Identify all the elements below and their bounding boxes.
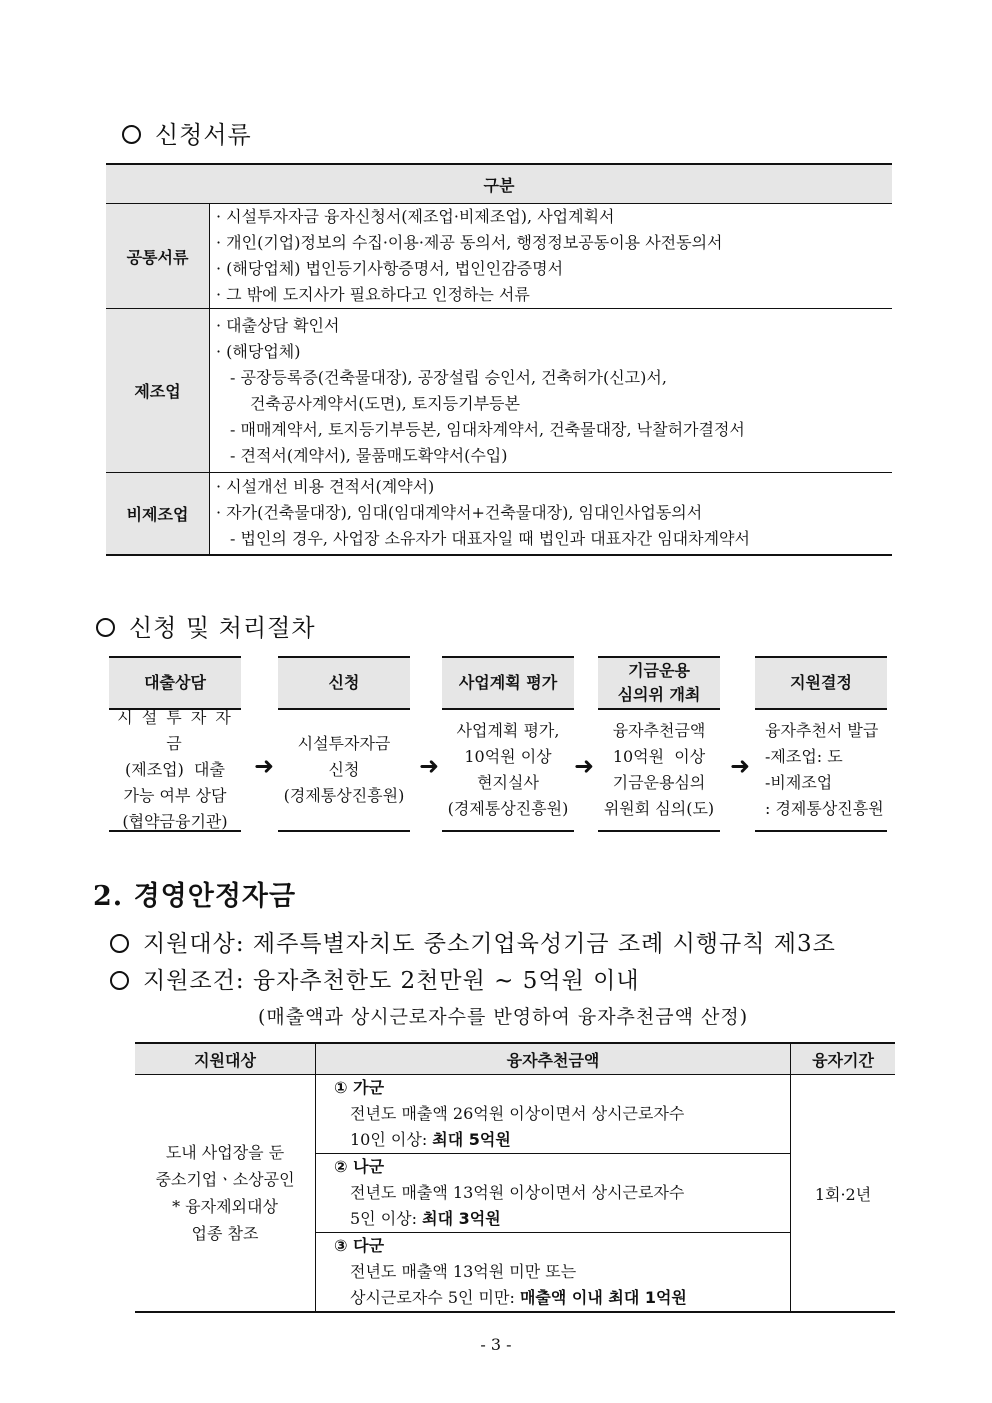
step-line: 현지실사	[477, 773, 539, 792]
step-line: 시설투자자금	[297, 734, 391, 753]
tier-condition: 5인 이상:	[350, 1209, 423, 1228]
step-title: 지원결정	[790, 673, 852, 692]
step-body	[278, 710, 410, 832]
process-step-committee	[598, 656, 720, 831]
process-step-decision	[755, 656, 887, 831]
support-condition-line	[110, 962, 640, 995]
arrow-right-icon: ➜	[730, 752, 751, 780]
step-line: (제조업) 대출	[125, 760, 225, 779]
step-title: 신청	[328, 673, 360, 692]
step-header	[755, 656, 887, 710]
page-number: - 3 -	[480, 1335, 512, 1354]
list-item: · 대출상담 확인서	[216, 315, 340, 335]
step-line: 기금운용심의	[612, 773, 706, 792]
target-line: 중소기업ㆍ소상공인	[155, 1170, 295, 1189]
circle-bullet-icon	[122, 125, 141, 144]
tier-desc: 전년도 매출액 26억원 이상이면서 상시근로자수	[350, 1104, 685, 1123]
tier-max-amount: 매출액 이내 최대 1억원	[519, 1288, 687, 1307]
circle-bullet-icon	[96, 618, 115, 637]
circle-bullet-icon	[110, 934, 129, 953]
list-item: - 견적서(계약서), 물품매도확약서(수입)	[230, 445, 508, 465]
tier-title: ③ 다군	[334, 1236, 385, 1255]
step-header	[598, 656, 720, 710]
step-line: 융자추천서 발급	[765, 721, 879, 740]
list-item: - 매매계약서, 토지등기부등본, 임대차계약서, 건축물대장, 낙찰허가결정서	[230, 419, 745, 439]
list-item: · (해당업체) 법인등기사항증명서, 법인인감증명서	[216, 259, 564, 278]
step-body	[442, 710, 574, 832]
tier-desc: 전년도 매출액 13억원 미만 또는	[350, 1262, 577, 1281]
step-line: (경제통상진흥원)	[447, 799, 569, 818]
col-header-period: 융자기간	[791, 1043, 896, 1075]
list-item: · 그 밖에 도지사가 필요하다고 인정하는 서류	[216, 285, 530, 304]
list-item: · 개인(기업)정보의 수집·이용·제공 동의서, 행정정보공동이용 사전동의서	[216, 233, 723, 252]
step-line: 가능 여부 상담	[123, 786, 227, 805]
step-line: 사업계획 평가,	[456, 721, 560, 740]
step-line: -비제조업	[765, 773, 833, 792]
circle-bullet-icon	[110, 971, 129, 990]
target-line: 도내 사업장을 둔	[165, 1143, 285, 1162]
step-line: 10억원 이상	[464, 747, 552, 766]
step-header	[442, 656, 574, 710]
step-line: 융자추천금액	[612, 721, 706, 740]
step-line: 위원회 심의(도)	[603, 799, 715, 818]
step-line: 신청	[328, 760, 360, 779]
target-line: * 융자제외대상	[172, 1197, 278, 1216]
table-header: 구분	[106, 164, 892, 204]
arrow-right-icon: ➜	[419, 752, 440, 780]
common-docs-list	[210, 204, 893, 309]
category-non-manufacturing: 비제조업	[106, 473, 210, 555]
list-item: - 법인의 경우, 사업장 소유자가 대표자일 때 법인과 대표자간 임대차계약서	[230, 529, 750, 549]
tier-a-cell	[316, 1075, 791, 1154]
step-title: 심의위 개최	[617, 685, 701, 704]
step-body	[598, 710, 720, 832]
step-line: (경제통상진흥원)	[283, 786, 405, 805]
tier-desc	[334, 1285, 790, 1311]
step-body	[755, 710, 887, 832]
support-target-line	[110, 925, 836, 958]
section-title-procedure	[96, 608, 316, 643]
tier-max-amount: 최대 5억원	[432, 1130, 511, 1149]
process-step-apply	[278, 656, 410, 831]
step-header	[109, 656, 241, 710]
step-body	[109, 710, 241, 832]
col-header-target: 지원대상	[135, 1043, 316, 1075]
step-line: -제조업: 도	[765, 747, 843, 766]
tier-title: ① 가군	[334, 1078, 385, 1097]
manufacturing-docs-list	[210, 309, 893, 473]
documents-table	[106, 163, 892, 556]
list-item: · (해당업체)	[216, 341, 301, 361]
heading-management-stabilization-fund: 2. 경영안정자금	[93, 881, 297, 912]
list-item: · 자가(건축물대장), 임대(임대계약서+건축물대장), 임대인사업동의서	[216, 503, 703, 523]
col-header-amount: 융자추천금액	[316, 1043, 791, 1075]
step-line: : 경제통상진흥원	[765, 799, 884, 818]
category-common: 공통서류	[106, 204, 210, 309]
arrow-right-icon: ➜	[574, 752, 595, 780]
arrow-right-icon: ➜	[254, 752, 275, 780]
support-target-text: 지원대상: 제주특별자치도 중소기업육성기금 조례 시행규칙 제3조	[143, 931, 836, 957]
tier-c-cell	[316, 1233, 791, 1313]
support-condition-text: 지원조건: 융자추천한도 2천만원 ~ 5억원 이내	[143, 968, 640, 994]
step-header	[278, 656, 410, 710]
process-step-evaluation	[442, 656, 574, 831]
list-item: · 시설투자자금 융자신청서(제조업·비제조업), 사업계획서	[216, 207, 615, 226]
section-title-text: 신청 및 처리절차	[129, 614, 316, 642]
process-step-consult	[109, 656, 241, 831]
tier-desc	[334, 1127, 790, 1153]
step-line: 시 설 투 자 자 금	[117, 708, 233, 753]
non-manufacturing-docs-list	[210, 473, 893, 555]
tier-condition: 10인 이상:	[350, 1130, 433, 1149]
tier-condition: 상시근로자수 5인 미만:	[350, 1288, 520, 1307]
category-manufacturing: 제조업	[106, 309, 210, 473]
step-title: 대출상담	[144, 673, 206, 692]
target-line: 업종 참조	[191, 1224, 259, 1243]
support-target-cell	[135, 1075, 316, 1313]
step-line: (협약금융기관)	[122, 812, 228, 831]
tier-b-cell	[316, 1154, 791, 1233]
section-title-text: 신청서류	[155, 121, 252, 149]
section-title-application-docs	[122, 115, 252, 150]
step-line: 10억원 이상	[612, 747, 706, 766]
list-item: 건축공사계약서(도면), 토지등기부등본	[250, 393, 520, 413]
tier-desc: 전년도 매출액 13억원 이상이면서 상시근로자수	[350, 1183, 685, 1202]
tier-max-amount: 최대 3억원	[422, 1209, 501, 1228]
tier-title: ② 나군	[334, 1157, 385, 1176]
loan-amount-table	[135, 1042, 895, 1313]
list-item: - 공장등록증(건축물대장), 공장설립 승인서, 건축허가(신고)서,	[230, 367, 667, 387]
step-title: 사업계획 평가	[458, 673, 558, 692]
loan-period-cell: 1회·2년	[791, 1075, 896, 1313]
step-title: 기금운용	[628, 661, 690, 680]
tier-desc	[334, 1206, 790, 1232]
list-item: · 시설개선 비용 견적서(계약서)	[216, 477, 435, 497]
calculation-note: (매출액과 상시근로자수를 반영하여 융자추천금액 산정)	[258, 1006, 749, 1028]
